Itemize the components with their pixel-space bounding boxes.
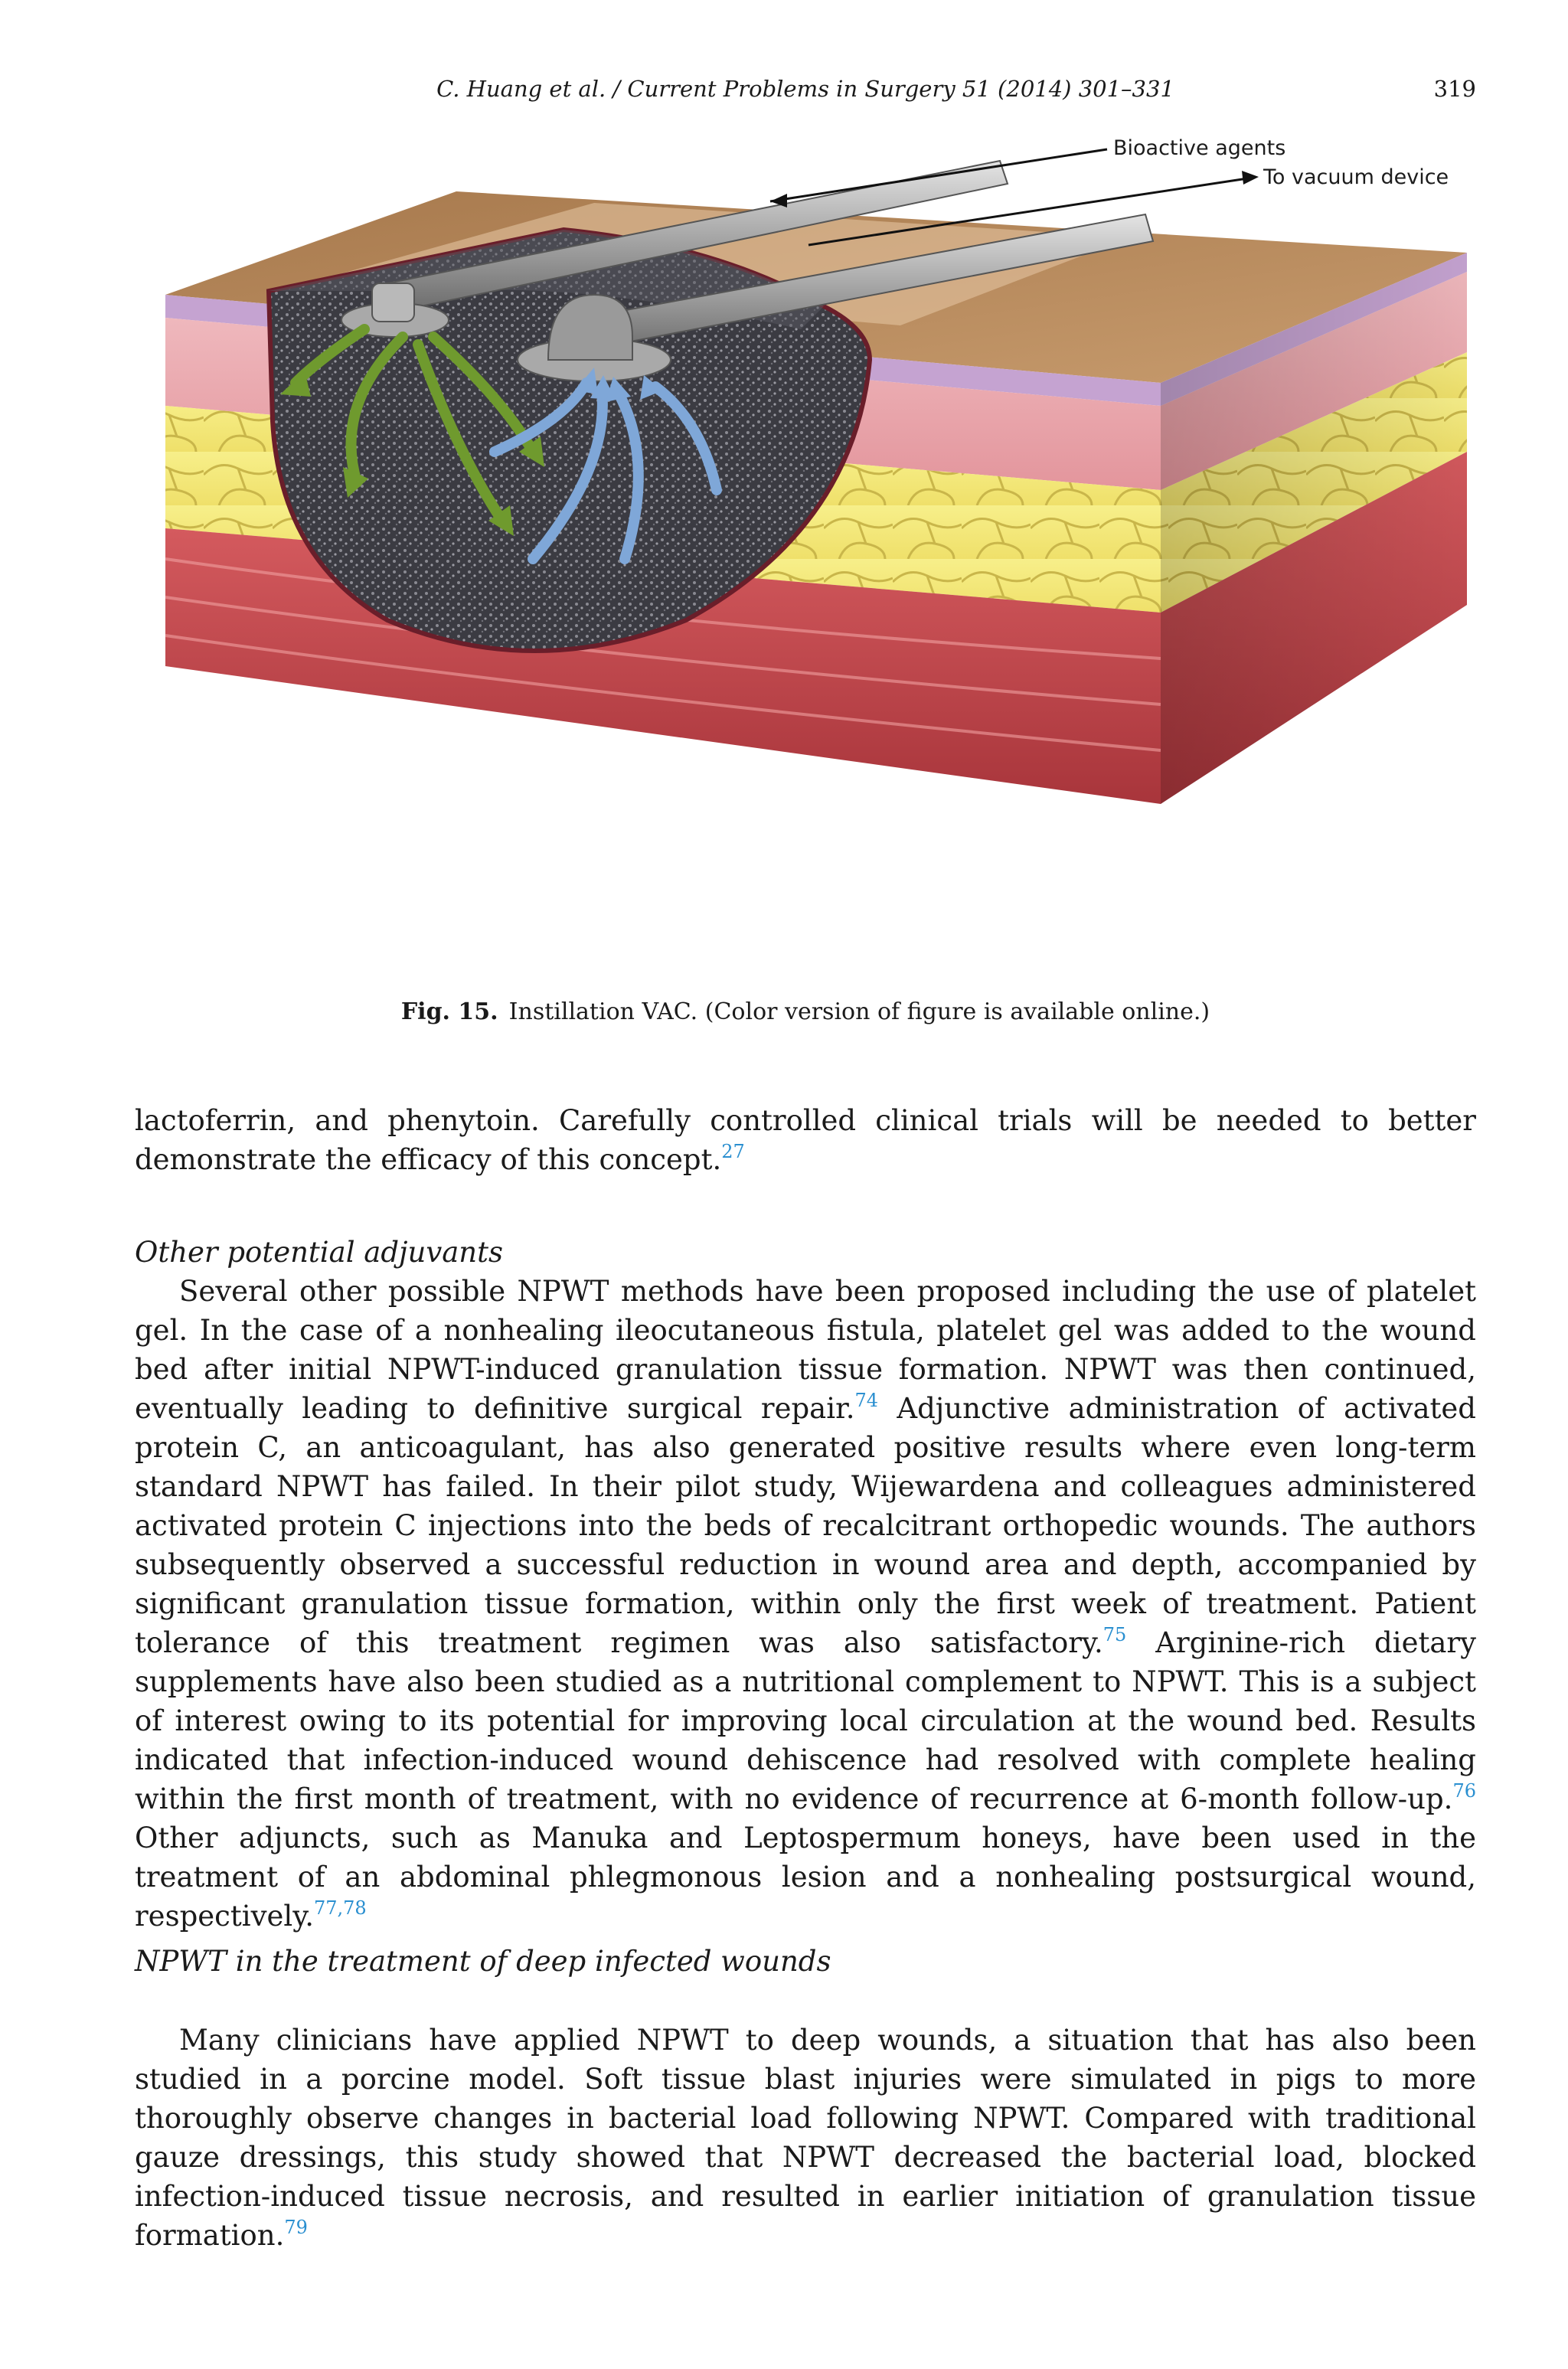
page-number: 319 bbox=[1433, 76, 1476, 102]
running-title: C. Huang et al. / Current Problems in Surgery 51 (2014) 301–331 bbox=[436, 76, 1174, 102]
citation-ref[interactable]: 76 bbox=[1452, 1780, 1476, 1802]
citation-ref[interactable]: 75 bbox=[1102, 1624, 1127, 1645]
section-other-adjuvants: Other potential adjuvants Several other possible NPWT methods have been proposed including the use of platelet gel. In the case of a nonhealing ileocutaneous fistula, platelet gel was added to the wound bed after initial NPWT-induced granulation tissue formation. NPWT was then continued, eventually leading to definitive surgical repair.$^{74}$ Adjunctive administration of activated protein C, an anticoagulant, has also generated positive results where even long-term standard NPWT has failed. In their pilot study, Wijewardena and colleagues administered activated protein C injections into the beds of recalcitrant orthopedic wounds. The authors subsequently observed a successful reduction in wound area and depth, accompanied by significant granulation tissue formation, within only the first week of treatment. Patient tolerance of this treatment regimen was also satisfactory.$^{75}$ Arginine-rich dietary supplements have also been studied as a nutritional complement to NPWT. This is a subject of interest owing to its potential for improving local circulation at the wound bed. Results indicated that infection-induced wound dehiscence had resolved with complete healing within the first month of treatment, with no evidence of recurrence at 6-month follow-up.$^{76}$ Other adjuncts, such as Manuka and Leptospermum honeys, have been used in the treatment of an abdominal phlegmonous lesion and a nonhealing postsurgical wound, respectively.$^{77,78}$ bbox=[135, 1233, 1476, 1936]
caption-text: Instillation VAC. (Color version of figure is available online.) bbox=[508, 998, 1210, 1025]
citation-ref[interactable]: 79 bbox=[284, 2217, 308, 2238]
figure-caption bbox=[135, 995, 1476, 1029]
section-heading: Other potential adjuvants bbox=[135, 1236, 503, 1269]
caption-number: Fig. 15. bbox=[400, 998, 498, 1025]
label-to-vacuum-device: To vacuum device bbox=[1263, 165, 1449, 189]
label-bioactive-agents: Bioactive agents bbox=[1113, 136, 1286, 160]
running-header bbox=[135, 72, 1476, 106]
citation-ref[interactable]: 27 bbox=[721, 1141, 745, 1162]
citation-ref[interactable]: 74 bbox=[854, 1390, 878, 1411]
figure-instillation-vac bbox=[135, 130, 1476, 957]
section-deep-infected-wounds: NPWT in the treatment of deep infected wounds Many clinicians have applied NPWT to deep wounds, a situation that has also been studied in a porcine model. Soft tissue blast injuries were simulated in pigs to more thoroughly observe changes in bacterial load following NPWT. Compared with traditional gauze dressings, this study showed that NPWT decreased the bacterial load, blocked infection-induced tissue necrosis, and resulted in earlier initiation of granulation tissue formation.$^{79}$ bbox=[135, 1942, 1476, 2255]
vac-illustration bbox=[135, 130, 1476, 957]
section-heading: NPWT in the treatment of deep infected wounds bbox=[135, 1945, 831, 1978]
citation-ref[interactable]: 77,78 bbox=[313, 1897, 367, 1919]
paragraph-continuation: lactoferrin, and phenytoin. Carefully controlled clinical trials will be needed to better demonstrate the efficacy of this concept.$^{27}$ bbox=[135, 1104, 1476, 1176]
